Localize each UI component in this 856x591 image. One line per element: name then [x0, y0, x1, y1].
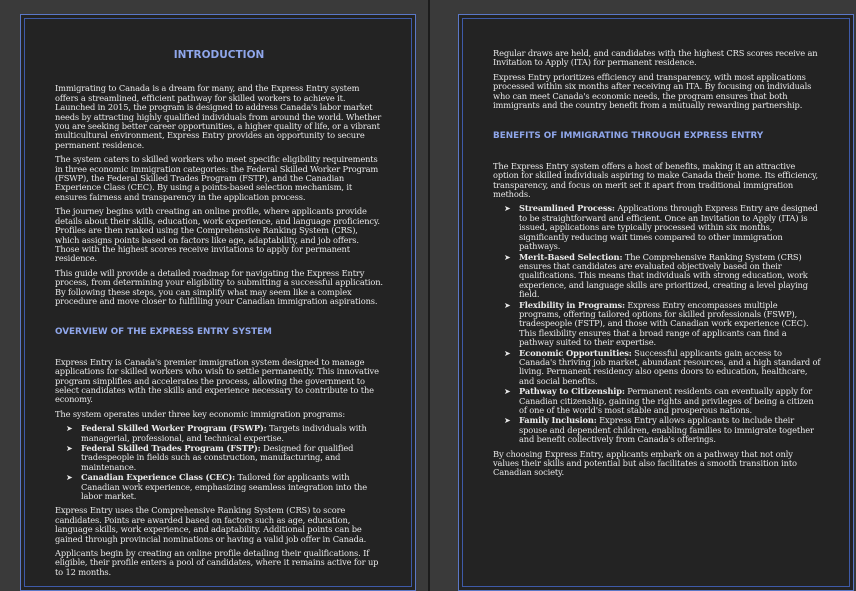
list-item: [66, 423, 383, 443]
list-item-term: Family Inclusion:: [519, 415, 597, 426]
list-item-desc: Tailored for applicants with Canadian work experience, emphasizing seamless integration into the labor market.: [81, 472, 367, 502]
closing-paragraph: By choosing Express Entry, applicants embark on a pathway that not only values their skills and potential but also facilitates a smooth transition into Canadian society.: [493, 448, 797, 478]
list-item-desc: Permanent residents can eventually apply for Canadian citizenship, gaining the rights and privileges of being a citizen of one of the world's most stable and prosperous nations.: [519, 386, 814, 415]
introduction-heading: INTRODUCTION: [173, 49, 265, 61]
intro-paragraph-4: This guide will provide a detailed roadmap for navigating the Express Entry process, from determining your eligibility to submitting a successful application. By following these steps, you can simplify what may seem like a complex procedure and move closer to fulfilling your Canadian immigration aspirations.: [55, 267, 383, 306]
list-item-term: Flexibility in Programs:: [519, 299, 625, 310]
arrowhead-bullet-icon: ➤: [66, 424, 73, 434]
benefits-list: [493, 204, 821, 444]
overview-paragraph-1: Express Entry is Canada's premier immigration system designed to manage applications for skilled workers who wish to settle permanently. This innovative program simplifies and accelerates the process, allowing the government to select candidates with the skills and experience necessary to contribute to the economy.: [55, 356, 379, 405]
arrowhead-bullet-icon: ➤: [504, 252, 511, 262]
arrowhead-bullet-icon: ➤: [66, 444, 73, 453]
list-item-term: Federal Skilled Trades Program (FSTP):: [81, 443, 261, 453]
list-item-desc: Express Entry allows applicants to include their spouse and dependent children, enabling families to immigrate together and benefit collectively from Canada's offerings.: [519, 415, 814, 445]
arrowhead-bullet-icon: ➤: [504, 416, 511, 426]
list-item-desc: Successful applicants gain access to Canada's thriving job market, abundant resources, and a high standard of living. Permanent residency also opens doors to education, healthcare, and social benefits.: [519, 347, 821, 386]
arrowhead-bullet-icon: ➤: [504, 204, 511, 214]
arrowhead-bullet-icon: ➤: [504, 300, 511, 310]
arrowhead-bullet-icon: ➤: [504, 387, 511, 397]
programs-list: [55, 424, 383, 501]
page-right-content: [493, 49, 821, 483]
intro-paragraph-3: The journey begins with creating an online profile, where applicants provide details about their skills, education, work experience, and language proficiency. Profiles are then ranked using the Comprehensive Ranking System (CRS), which assigns points based on factors like age, adaptability, and job offers. Those with the highest scores receive invitations to apply for permanent residence.: [55, 206, 380, 264]
list-item: [504, 203, 821, 252]
list-item-term: Economic Opportunities:: [519, 347, 632, 358]
page-left-content: [55, 51, 383, 582]
list-item-desc: Express Entry encompasses multiple programs, offering tailored options for skilled professionals (FSWP), tradespeople (FSTP), and those with Canadian work experience (CEC). This flexibility ensures that a broad range of applicants can find a pathway suited to their expertise.: [519, 299, 809, 348]
list-item-term: Canadian Experience Class (CEC):: [81, 472, 236, 483]
overview-paragraph-2: The system operates under three key economic immigration programs:: [55, 408, 345, 419]
list-item: [66, 443, 383, 472]
list-item: [504, 299, 821, 348]
right-paragraph-1: Regular draws are held, and candidates with the highest CRS scores receive an Invitation to Apply (ITA) for permanent residence.: [493, 48, 818, 68]
list-item-term: Federal Skilled Worker Program (FSWP):: [81, 423, 267, 434]
list-item-term: Pathway to Citizenship:: [519, 386, 625, 397]
list-item: [504, 386, 821, 415]
document-page-right: [458, 14, 854, 591]
list-item: [504, 347, 821, 387]
overview-heading: OVERVIEW OF THE EXPRESS ENTRY SYSTEM: [55, 327, 272, 338]
intro-paragraph-1: Immigrating to Canada is a dream for many, and the Express Entry system offers a streamlined, efficient pathway for skilled workers to achieve it. Launched in 2015, the program is designed to address Canada's labor market needs by attracting highly qualified individuals from around the world. Whether you are seeking better career opportunities, a higher quality of life, or a vibrant multicultural environment, Express Entry provides an opportunity to secure permanent residence.: [55, 83, 382, 150]
right-paragraph-2: Express Entry prioritizes efficiency and transparency, with most applications processed within six months after receiving an ITA. By focusing on individuals who can meet Canada's economic needs, the program ensures that both immigrants and the country benefit from a mutually rewarding partnership.: [493, 71, 812, 111]
list-item: [504, 415, 821, 445]
intro-paragraph-2: The system caters to skilled workers who meet specific eligibility requirements in three economic immigration categories: the Federal Skilled Worker Program (FSWP), the Federal Skilled Trades Program (FSTP), and the Canadian Experience Class (CEC). By using a points-based selection mechanism, it ensures fairness and transparency in the application process.: [55, 154, 379, 202]
list-item-desc: Applications through Express Entry are designed to be straightforward and efficient. Once an Invitation to Apply (ITA) is issued, applications are typically processed within six months, significantly reducing wait times compared to other immigration pathways.: [519, 203, 818, 252]
benefits-intro: The Express Entry system offers a host of benefits, making it an attractive option for skilled individuals aspiring to make Canada their home. Its efficiency, transparency, and focus on merit set it apart from traditional immigration methods.: [493, 160, 818, 200]
overview-paragraph-3: Express Entry uses the Comprehensive Ranking System (CRS) to score candidates. Points are awarded based on factors such as age, education, language skills, work experience, and adaptability. Additional points can be gained through provincial nominations or having a valid job offer in Canada.: [55, 505, 367, 544]
list-item-term: Merit-Based Selection:: [519, 251, 623, 262]
page-gutter: [428, 0, 430, 591]
list-item: [504, 251, 821, 300]
list-item-desc: Designed for qualified tradespeople in fields such as construction, manufacturing, and maintenance.: [81, 443, 354, 472]
arrowhead-bullet-icon: ➤: [504, 348, 511, 358]
list-item-desc: The Comprehensive Ranking System (CRS) ensures that candidates are evaluated objectively based on their qualifications. This means that individuals with strong education, work experience, and language skills are prioritized, creating a level playing field.: [519, 251, 808, 300]
overview-paragraph-4: Applicants begin by creating an online profile detailing their qualifications. If eligible, their profile enters a pool of candidates, where it remains active for up to 12 months.: [55, 548, 379, 577]
list-item: [66, 472, 383, 502]
list-item-desc: Targets individuals with managerial, professional, and technical expertise.: [81, 423, 367, 443]
document-page-left: [20, 14, 416, 591]
benefits-heading: BENEFITS OF IMMIGRATING THROUGH EXPRESS ENTRY: [493, 131, 764, 142]
arrowhead-bullet-icon: ➤: [66, 473, 73, 483]
list-item-term: Streamlined Process:: [519, 203, 615, 214]
